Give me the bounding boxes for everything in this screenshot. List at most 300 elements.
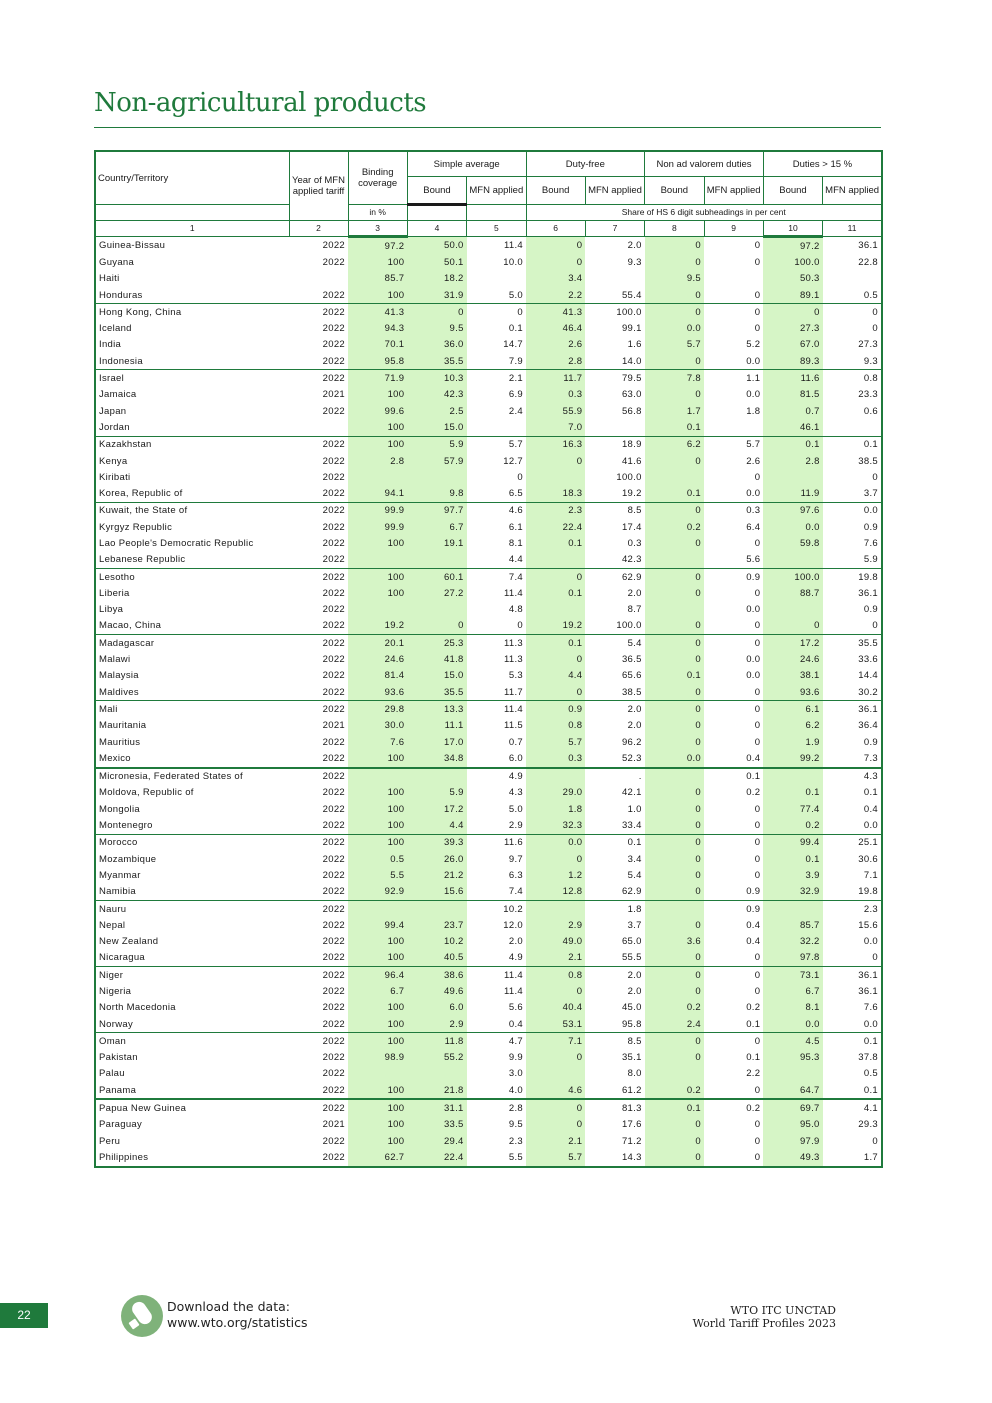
table-cell: 9.5 bbox=[407, 320, 466, 336]
table-cell: 25.1 bbox=[858, 837, 878, 849]
table-cell: 100.0 bbox=[763, 568, 822, 585]
table-cell: 41.6 bbox=[621, 455, 642, 467]
table-cell: 88.7 bbox=[763, 585, 822, 601]
table-cell: 0 bbox=[645, 304, 704, 321]
table-cell: 0 bbox=[526, 983, 585, 999]
table-cell: 2022 bbox=[322, 405, 345, 417]
table-cell: 4.9 bbox=[467, 950, 526, 967]
table-cell: 0 bbox=[754, 240, 761, 252]
table-cell: 2022 bbox=[289, 884, 348, 901]
table-cell: 5.7 bbox=[526, 734, 585, 750]
table-cell: 0 bbox=[754, 1035, 761, 1047]
table-cell: 50.3 bbox=[763, 271, 822, 287]
table-cell: 2022 bbox=[289, 684, 348, 701]
table-cell: 0 bbox=[754, 471, 761, 483]
table-cell: 2022 bbox=[322, 703, 345, 715]
table-cell: 2022 bbox=[322, 455, 345, 467]
table-cell: 0 bbox=[872, 323, 878, 335]
table-cell: 97.8 bbox=[763, 950, 822, 967]
table-cell: 46.1 bbox=[763, 419, 822, 436]
table-cell: 19.8 bbox=[858, 571, 878, 583]
table-cell bbox=[467, 419, 526, 436]
table-cell: 0.4 bbox=[863, 803, 878, 815]
table-row bbox=[95, 900, 882, 917]
table-cell: 0 bbox=[823, 950, 882, 967]
country-name: Liberia bbox=[99, 587, 130, 599]
table-cell: 10.3 bbox=[407, 370, 466, 387]
table-cell: 2.2 bbox=[526, 287, 585, 304]
table-cell: 0.1 bbox=[763, 851, 822, 867]
table-row bbox=[95, 684, 882, 701]
table-row bbox=[95, 585, 882, 601]
table-cell: 100 bbox=[348, 287, 407, 304]
table-cell bbox=[585, 271, 644, 287]
table-cell: 100 bbox=[348, 1117, 407, 1133]
country-name: Kenya bbox=[99, 455, 128, 467]
table-cell: 5.7 bbox=[508, 439, 523, 451]
table-row bbox=[95, 817, 882, 834]
table-cell: 42.1 bbox=[621, 787, 642, 799]
table-cell: 2022 bbox=[322, 936, 345, 948]
country-name: Panama bbox=[95, 1082, 289, 1099]
table-cell: 1.2 bbox=[526, 867, 585, 883]
table-cell: 0 bbox=[704, 817, 763, 834]
table-cell: 2022 bbox=[289, 1016, 348, 1033]
table-cell: 0 bbox=[872, 471, 878, 483]
table-cell: 1.8 bbox=[526, 801, 585, 817]
table-cell: 0.7 bbox=[508, 736, 523, 748]
table-cell: 0 bbox=[467, 618, 526, 635]
table-cell: 100 bbox=[348, 254, 407, 270]
table-cell: 0 bbox=[645, 801, 704, 817]
table-cell bbox=[348, 602, 407, 618]
table-cell: 3.7 bbox=[627, 919, 642, 931]
table-cell bbox=[407, 469, 466, 485]
country-name: Korea, Republic of bbox=[95, 485, 289, 502]
table-cell bbox=[348, 552, 407, 569]
table-row bbox=[95, 851, 882, 867]
country-name: Myanmar bbox=[99, 869, 141, 881]
table-cell: 93.6 bbox=[348, 684, 407, 701]
table-cell: 11.7 bbox=[526, 370, 585, 387]
table-cell: 2022 bbox=[322, 240, 345, 252]
table-row bbox=[95, 453, 882, 469]
table-cell: 0 bbox=[754, 537, 761, 549]
table-cell: 0 bbox=[645, 701, 704, 718]
table-cell: 26.0 bbox=[407, 851, 466, 867]
table-cell: 11.5 bbox=[504, 720, 523, 732]
table-cell: 9.3 bbox=[627, 256, 642, 268]
table-row bbox=[95, 750, 882, 767]
unit-blank-cell bbox=[467, 205, 526, 221]
table-row bbox=[95, 535, 882, 551]
table-cell: 4.4 bbox=[407, 817, 466, 834]
table-cell: 55.5 bbox=[585, 950, 644, 967]
table-cell: 0 bbox=[754, 323, 761, 335]
table-cell: 13.3 bbox=[407, 701, 466, 718]
table-cell: 99.4 bbox=[763, 834, 822, 851]
table-cell: 20.1 bbox=[348, 635, 407, 652]
table-cell: 36.4 bbox=[858, 720, 878, 732]
table-cell: 3.4 bbox=[627, 853, 642, 865]
table-row bbox=[95, 917, 882, 933]
table-cell: 36.5 bbox=[621, 654, 642, 666]
country-name: Macao, China bbox=[95, 618, 289, 635]
table-cell: 64.7 bbox=[763, 1082, 822, 1099]
table-cell: 5.4 bbox=[627, 637, 642, 649]
table-cell bbox=[407, 900, 466, 917]
table-cell: 10.2 bbox=[503, 903, 523, 915]
table-cell: 100 bbox=[348, 535, 407, 551]
table-row bbox=[95, 337, 882, 353]
table-row bbox=[95, 768, 882, 785]
table-cell: 100 bbox=[348, 419, 407, 436]
table-cell: 97.6 bbox=[763, 502, 822, 519]
table-cell: 73.1 bbox=[763, 967, 822, 984]
table-cell: 99.9 bbox=[348, 502, 407, 519]
country-name: Guyana bbox=[99, 256, 135, 268]
table-cell: 5.5 bbox=[348, 867, 407, 883]
country-name: Nicaragua bbox=[95, 950, 289, 967]
footer-credits bbox=[693, 1304, 836, 1330]
table-cell: 2021 bbox=[322, 1119, 345, 1131]
table-cell bbox=[467, 271, 526, 287]
table-cell: 17.2 bbox=[763, 635, 822, 652]
country-name: Mozambique bbox=[99, 853, 157, 865]
table-cell: 100 bbox=[348, 1133, 407, 1149]
table-cell: 100 bbox=[348, 950, 407, 967]
table-cell: 99.2 bbox=[763, 750, 822, 767]
table-cell: 0 bbox=[645, 353, 704, 370]
table-cell: 56.8 bbox=[621, 405, 642, 417]
table-cell: 0 bbox=[754, 837, 761, 849]
table-cell: 7.8 bbox=[645, 370, 704, 387]
table-cell: 55.2 bbox=[407, 1050, 466, 1066]
table-cell: 50.1 bbox=[407, 254, 466, 270]
table-cell: 0.1 bbox=[863, 787, 878, 799]
table-cell: 1.6 bbox=[627, 339, 642, 351]
table-cell: 36.1 bbox=[858, 703, 878, 715]
table-cell bbox=[763, 469, 822, 485]
table-cell bbox=[289, 419, 348, 436]
table-cell bbox=[526, 469, 585, 485]
table-cell: 0 bbox=[526, 684, 585, 701]
table-row bbox=[95, 950, 882, 967]
table-cell: 18.9 bbox=[621, 439, 642, 451]
table-cell: 6.0 bbox=[467, 750, 526, 767]
table-cell: 29.0 bbox=[526, 785, 585, 801]
country-name: Indonesia bbox=[95, 353, 289, 370]
simple-average-header: Simple average bbox=[407, 151, 526, 177]
table-cell: 0 bbox=[754, 986, 761, 997]
table-cell: 2022 bbox=[289, 1082, 348, 1099]
table-cell: 8.7 bbox=[627, 604, 642, 616]
table-cell: 2.1 bbox=[508, 373, 523, 385]
country-name: Nigeria bbox=[99, 986, 132, 997]
table-cell: 12.0 bbox=[503, 919, 523, 931]
table-cell: 0.5 bbox=[863, 1068, 878, 1080]
table-cell: 2.4 bbox=[645, 1016, 704, 1033]
table-cell: 59.8 bbox=[763, 535, 822, 551]
table-cell: 10.0 bbox=[503, 256, 523, 268]
table-cell: 2022 bbox=[322, 604, 345, 616]
table-cell: 5.7 bbox=[526, 1149, 585, 1166]
table-row bbox=[95, 785, 882, 801]
table-cell: 5.4 bbox=[627, 869, 642, 881]
table-cell: 2022 bbox=[289, 817, 348, 834]
download-link[interactable]: www.wto.org/statistics bbox=[167, 1315, 308, 1330]
table-cell: 6.2 bbox=[763, 718, 822, 734]
table-cell: 0.8 bbox=[526, 718, 585, 734]
table-cell: 0 bbox=[872, 1135, 878, 1147]
country-name: Mauritania bbox=[99, 720, 147, 732]
table-cell: 41.3 bbox=[526, 304, 585, 321]
table-cell bbox=[763, 552, 822, 569]
table-cell: 2.0 bbox=[627, 986, 642, 997]
table-body bbox=[95, 237, 882, 1167]
table-cell: 29.4 bbox=[407, 1133, 466, 1149]
table-cell: 71.2 bbox=[621, 1135, 642, 1147]
table-cell: 7.1 bbox=[526, 1033, 585, 1050]
table-row bbox=[95, 651, 882, 667]
country-name: Mexico bbox=[95, 750, 289, 767]
table-cell: 0 bbox=[645, 917, 704, 933]
table-cell: 22.8 bbox=[858, 256, 878, 268]
table-cell bbox=[526, 1066, 585, 1082]
table-cell: 5.7 bbox=[746, 439, 761, 451]
table-cell: 36.1 bbox=[858, 240, 878, 252]
table-cell: 0 bbox=[645, 635, 704, 652]
table-cell: 2.0 bbox=[508, 936, 523, 948]
table-cell: 41.3 bbox=[348, 304, 407, 321]
table-cell: 17.6 bbox=[621, 1119, 642, 1131]
table-row bbox=[95, 834, 882, 851]
table-cell: 0.4 bbox=[704, 750, 763, 767]
table-cell: 100 bbox=[348, 585, 407, 601]
table-cell: 81.3 bbox=[621, 1103, 642, 1115]
country-name: Pakistan bbox=[99, 1052, 138, 1064]
table-cell: 0.2 bbox=[645, 1082, 704, 1099]
table-cell: 0.1 bbox=[863, 1035, 878, 1047]
table-cell: 0 bbox=[645, 502, 704, 519]
table-cell: 4.3 bbox=[508, 787, 523, 799]
table-cell: 2022 bbox=[289, 552, 348, 569]
table-cell: 85.7 bbox=[348, 271, 407, 287]
table-row bbox=[95, 568, 882, 585]
bound-subheader: Bound bbox=[763, 177, 822, 205]
table-cell: 0 bbox=[754, 1135, 761, 1147]
table-row bbox=[95, 967, 882, 984]
table-cell: 22.4 bbox=[526, 519, 585, 535]
table-cell: 0 bbox=[754, 720, 761, 732]
table-row bbox=[95, 635, 882, 652]
table-cell: 61.2 bbox=[585, 1082, 644, 1099]
duty-free-header: Duty-free bbox=[526, 151, 645, 177]
table-cell: 11.3 bbox=[504, 654, 523, 666]
table-cell bbox=[585, 419, 644, 436]
table-cell: 0.1 bbox=[763, 436, 822, 453]
table-cell: 11.1 bbox=[407, 718, 466, 734]
table-cell: 30.6 bbox=[858, 853, 878, 865]
table-cell bbox=[645, 602, 704, 618]
country-name: Madagascar bbox=[99, 637, 155, 649]
table-cell: 2022 bbox=[322, 654, 345, 666]
table-cell: 30.0 bbox=[348, 718, 407, 734]
table-cell: 2022 bbox=[289, 750, 348, 767]
table-row bbox=[95, 1133, 882, 1149]
table-cell: 0 bbox=[645, 1117, 704, 1133]
table-cell: 42.3 bbox=[585, 552, 644, 569]
table-cell: 15.6 bbox=[407, 884, 466, 901]
table-cell: 3.7 bbox=[823, 485, 882, 502]
column-number: 10 bbox=[763, 221, 822, 237]
column-number: 1 bbox=[95, 221, 289, 237]
table-cell: 4.0 bbox=[467, 1082, 526, 1099]
table-cell: 0 bbox=[526, 1099, 585, 1116]
table-cell: 30.2 bbox=[823, 684, 882, 701]
table-cell: 0.4 bbox=[746, 919, 761, 931]
table-cell: 17.4 bbox=[621, 521, 642, 533]
table-cell: 0 bbox=[704, 1082, 763, 1099]
table-cell: 38.5 bbox=[858, 455, 878, 467]
table-cell: 99.1 bbox=[621, 323, 642, 335]
country-name: India bbox=[99, 339, 122, 351]
table-cell: 7.3 bbox=[823, 750, 882, 767]
table-cell: 0 bbox=[754, 736, 761, 748]
table-row bbox=[95, 271, 882, 287]
table-row bbox=[95, 320, 882, 336]
table-row bbox=[95, 618, 882, 635]
table-cell: 7.9 bbox=[467, 353, 526, 370]
table-cell: 8.5 bbox=[627, 505, 642, 517]
table-row bbox=[95, 1099, 882, 1116]
table-cell: 100.0 bbox=[585, 618, 644, 635]
table-cell: 94.3 bbox=[348, 320, 407, 336]
country-name: Lao People's Democratic Republic bbox=[99, 537, 254, 549]
table-cell: 2022 bbox=[322, 323, 345, 335]
bound-subheader: Bound bbox=[407, 177, 466, 205]
table-cell: 2.1 bbox=[526, 1133, 585, 1149]
table-cell: 0.1 bbox=[823, 1082, 882, 1099]
table-cell: 17.0 bbox=[407, 734, 466, 750]
table-cell: 0.9 bbox=[863, 521, 878, 533]
table-cell: 100 bbox=[348, 785, 407, 801]
table-cell: 0 bbox=[645, 967, 704, 984]
table-cell: 0 bbox=[526, 453, 585, 469]
table-row bbox=[95, 304, 882, 321]
table-cell: 69.7 bbox=[763, 1099, 822, 1116]
table-cell: 2022 bbox=[322, 969, 345, 981]
table-cell: 0 bbox=[823, 618, 882, 635]
table-cell: 57.9 bbox=[407, 453, 466, 469]
table-cell: 0.0 bbox=[823, 817, 882, 834]
table-cell: 31.9 bbox=[407, 287, 466, 304]
table-cell: 0.9 bbox=[704, 884, 763, 901]
country-name: Kiribati bbox=[99, 471, 131, 483]
table-cell: 2022 bbox=[289, 950, 348, 967]
table-cell: 6.3 bbox=[508, 869, 523, 881]
table-cell: 8.1 bbox=[508, 537, 523, 549]
table-cell: 6.7 bbox=[763, 983, 822, 999]
table-cell: 2022 bbox=[289, 485, 348, 502]
table-row bbox=[95, 933, 882, 949]
unit-percent-label: in % bbox=[348, 205, 407, 221]
table-cell: 2022 bbox=[322, 521, 345, 533]
table-cell: . bbox=[638, 771, 642, 783]
table-row bbox=[95, 353, 882, 370]
country-name: Honduras bbox=[95, 287, 289, 304]
table-cell: 2.9 bbox=[467, 817, 526, 834]
table-cell: 1.0 bbox=[627, 803, 642, 815]
table-cell: 62.9 bbox=[621, 571, 642, 583]
table-cell: 0 bbox=[407, 618, 466, 635]
table-cell: 8.0 bbox=[627, 1068, 642, 1080]
download-icon[interactable] bbox=[120, 1294, 164, 1338]
table-cell: 36.1 bbox=[858, 986, 878, 997]
table-cell: 4.6 bbox=[508, 505, 523, 517]
table-cell: 17.2 bbox=[407, 801, 466, 817]
country-name: Montenegro bbox=[95, 817, 289, 834]
country-name: Nauru bbox=[99, 903, 127, 915]
unit-blank-cell bbox=[407, 205, 466, 221]
country-name: Norway bbox=[95, 1016, 289, 1033]
table-cell: 39.3 bbox=[407, 834, 466, 851]
table-cell: 11.9 bbox=[763, 485, 822, 502]
table-cell: 2022 bbox=[322, 571, 345, 583]
table-cell: 0.1 bbox=[526, 535, 585, 551]
country-name: Hong Kong, China bbox=[99, 306, 182, 318]
table-cell: 2022 bbox=[322, 537, 345, 549]
table-cell: 46.4 bbox=[526, 320, 585, 336]
table-cell: 0.0 bbox=[746, 670, 761, 682]
country-name: Jamaica bbox=[99, 389, 137, 401]
table-row bbox=[95, 552, 882, 569]
table-cell: 25.3 bbox=[407, 635, 466, 652]
country-name: Nepal bbox=[99, 919, 126, 931]
table-cell: 89.3 bbox=[763, 353, 822, 370]
table-cell: 11.6 bbox=[504, 837, 523, 849]
table-cell: 97.7 bbox=[407, 502, 466, 519]
table-cell: 99.4 bbox=[348, 917, 407, 933]
non-ad-valorem-header: Non ad valorem duties bbox=[645, 151, 764, 177]
table-cell: 5.5 bbox=[467, 1149, 526, 1166]
table-cell: 2022 bbox=[322, 803, 345, 815]
table-cell: 6.1 bbox=[508, 521, 523, 533]
table-cell bbox=[645, 469, 704, 485]
table-cell: 65.0 bbox=[621, 936, 642, 948]
table-cell: 2022 bbox=[322, 306, 345, 318]
table-cell: 2022 bbox=[322, 373, 345, 385]
table-cell bbox=[348, 1066, 407, 1082]
table-cell: 2022 bbox=[322, 256, 345, 268]
table-cell: 0.0 bbox=[823, 1016, 882, 1033]
table-cell: 95.3 bbox=[763, 1050, 822, 1066]
table-cell: 0 bbox=[754, 306, 761, 318]
table-cell: 6.5 bbox=[467, 485, 526, 502]
table-cell: 0.2 bbox=[645, 519, 704, 535]
table-cell: 0.8 bbox=[863, 373, 878, 385]
table-cell: 6.0 bbox=[407, 1000, 466, 1016]
table-cell: 100 bbox=[348, 436, 407, 453]
table-cell: 0.1 bbox=[508, 323, 523, 335]
table-cell: 1.1 bbox=[746, 373, 761, 385]
country-name: Kazakhstan bbox=[99, 439, 152, 451]
table-cell: 11.4 bbox=[504, 703, 523, 715]
table-cell: 12.8 bbox=[526, 884, 585, 901]
table-row bbox=[95, 469, 882, 485]
table-cell: 23.7 bbox=[407, 917, 466, 933]
table-cell: 100 bbox=[348, 1016, 407, 1033]
